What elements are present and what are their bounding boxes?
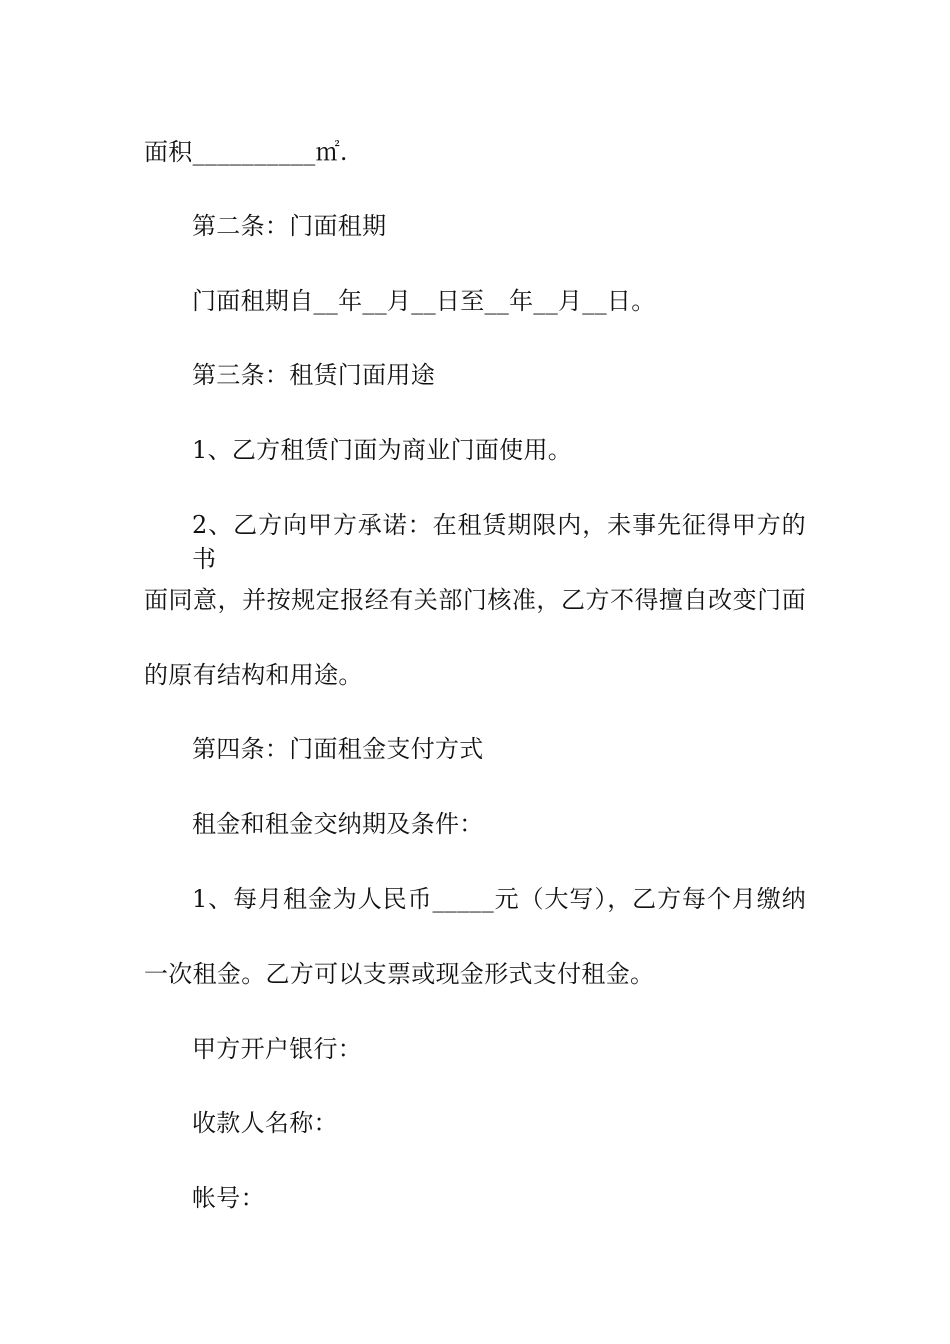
article-3-heading: 第三条：租赁门面用途 [192, 361, 435, 389]
account-label: 帐号： [192, 1184, 265, 1212]
rent-conditions-line: 租金和租金交纳期及条件： [192, 810, 484, 838]
bank-label: 甲方开户银行： [192, 1035, 363, 1063]
article-2-heading: 第二条：门面租期 [192, 212, 387, 240]
area-line: 面积__________㎡. [144, 138, 348, 166]
usage-clause-2-line-3: 的原有结构和用途。 [144, 661, 363, 689]
rent-clause-1-line-1: 1、每月租金为人民币_____元（大写），乙方每个月缴纳 [192, 885, 806, 913]
usage-clause-1: 1、乙方租赁门面为商业门面使用。 [192, 436, 573, 464]
lease-term-line: 门面租期自__年__月__日至__年__月__日。 [192, 287, 656, 315]
usage-clause-2-line-1: 2、乙方向甲方承诺：在租赁期限内，未事先征得甲方的书 [192, 511, 806, 573]
rent-clause-1-line-2: 一次租金。乙方可以支票或现金形式支付租金。 [144, 960, 655, 988]
payee-label: 收款人名称： [192, 1109, 338, 1137]
usage-clause-2-line-2: 面同意，并按规定报经有关部门核准，乙方不得擅自改变门面 [144, 586, 806, 614]
article-4-heading: 第四条：门面租金支付方式 [192, 735, 484, 763]
